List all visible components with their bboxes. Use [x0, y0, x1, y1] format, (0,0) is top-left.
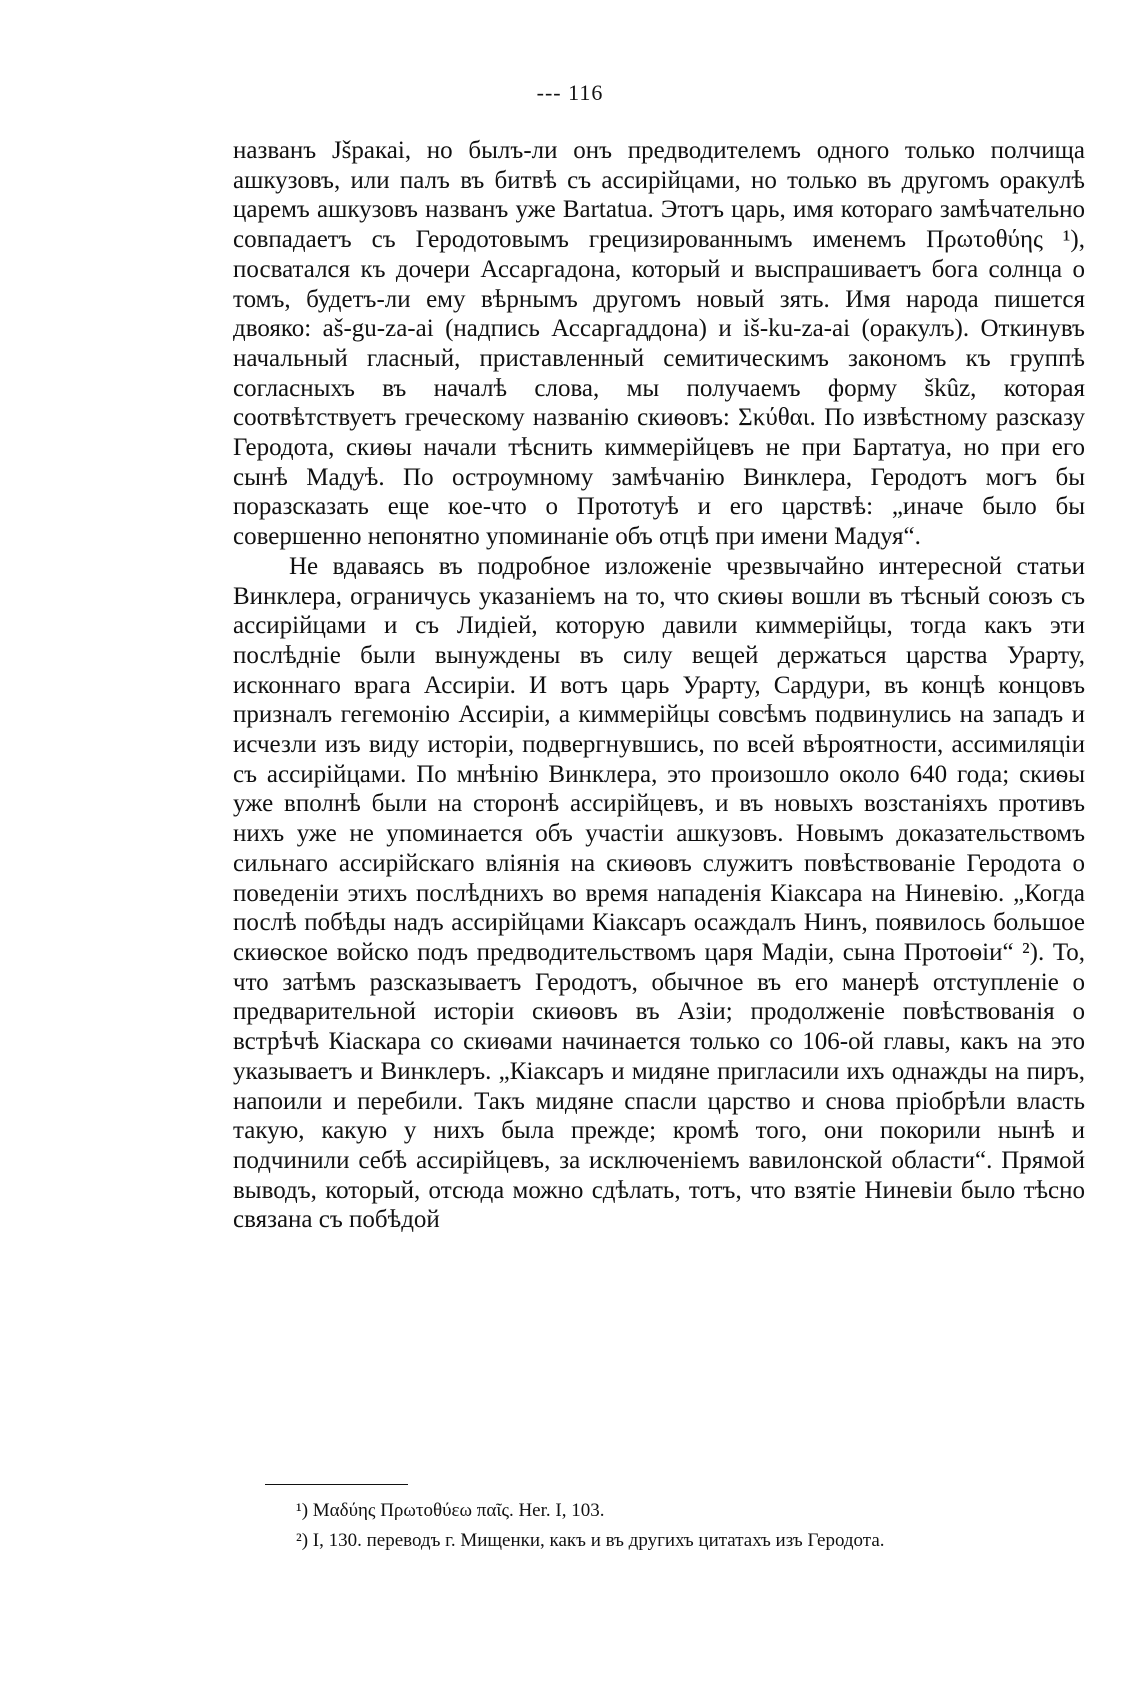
paragraph: Не вдаваясь въ подробное изложеніе чрезвычайно интересной статьи Винклера, ограничусь указаніемъ на то, что скиѳы вошли въ тѣсный союзъ съ ассирійцами и съ Лидіей, которую давили киммерійцы, тогда какъ эти послѣдніе были вынуждены въ силу вещей держаться царства Урарту, исконнаго врага Ассиріи. И вотъ царь Урарту, Сардури, въ концѣ концовъ призналъ гегемонію Ассиріи, а киммерійцы совсѣмъ подвинулись на западъ и исчезли изъ виду исторіи, подвергнувшись, по всей вѣроятности, ассимиляціи съ ассирійцами. По мнѣнію Винклера, это произошло около 640 года; скиѳы уже вполнѣ были на сторонѣ ассирійцевъ, и въ новыхъ возстаніяхъ противъ нихъ уже не упоминается объ участіи ашкузовъ. Новымъ доказательствомъ сильнаго ассирійскаго вліянія на скиѳовъ служитъ повѣствованіе Геродота о поведеніи этихъ послѣднихъ во время нападенія Кіаксара на Ниневію. „Когда послѣ побѣды надъ ассирійцами Кіаксаръ осаждалъ Нинъ, появилось большое скиѳское войско подъ предводительствомъ царя Мадіи, сына Протоѳіи“ ²). То, что затѣмъ разсказываетъ Геродотъ, обычное въ его манерѣ отступленіе о предварительной исторіи скиѳовъ въ Азіи; продолженіе повѣствованія о встрѣчѣ Кіаскара со скиѳами начинается только со 106-ой главы, какъ на это указываетъ и Винклеръ. „Кіаксаръ и мидяне пригласили ихъ однажды на пиръ, напоили и перебили. Такъ мидяне спасли царство и снова пріобрѣли власть такую, какую у нихъ была прежде; кромѣ того, они покорили нынѣ и подчинили себѣ ассирійцевъ, за исключеніемъ вавилонской области“. Прямой выводъ, который, отсюда можно сдѣлать, тотъ, что взятіе Ниневіи было тѣсно связана съ побѣдой — [233, 552, 1085, 1234]
page-number: --- 116 — [536, 80, 604, 105]
footnote-rule — [265, 1484, 408, 1485]
footnotes — [296, 1496, 1096, 1556]
paragraph: названъ Jšракаі, но былъ-ли онъ предводителемъ одного только полчища ашкузовъ, или палъ въ битвѣ съ ассирійцами, но только въ другомъ оракулѣ царемъ ашкузовъ названъ уже Bartatua. Этотъ царь, имя котораго замѣчательно совпадаетъ съ Геродотовымъ грецизированнымъ именемъ Πρωτοθύης ¹), посватался къ дочери Ассаргадона, который и выспрашиваетъ бога солнца о томъ, будетъ-ли ему вѣрнымъ другомъ новый зять. Имя народа пишется двояко: aš-gu-za-ai (надпись Ассаргаддона) и iš-ku-za-ai (оракулъ). Откинувъ начальный гласный, приставленный семитическимъ закономъ къ группѣ согласныхъ въ началѣ слова, мы получаемъ форму škûz, которая соотвѣтствуетъ греческому названію скиѳовъ: Σκύθαι. По извѣстному разсказу Геродота, скиѳы начали тѣснить киммерійцевъ не при Бартатуа, но при его сынѣ Мадуѣ. По остроумному замѣчанію Винклера, Геродотъ могъ бы поразсказать еще кое-что о Прототуѣ и его царствѣ: „иначе было бы совершенно непонятно упоминаніе объ отцѣ при имени Мадуя“. — [233, 137, 1085, 551]
footnote: ²) I, 130. переводъ г. Мищенки, какъ и въ другихъ цитатахъ изъ Геродота. — [296, 1530, 885, 1551]
main-text — [233, 136, 1085, 1235]
footnote: ¹) Μαδύης Πρωτοθύεω παῖς. Her. I, 103. — [296, 1500, 605, 1521]
